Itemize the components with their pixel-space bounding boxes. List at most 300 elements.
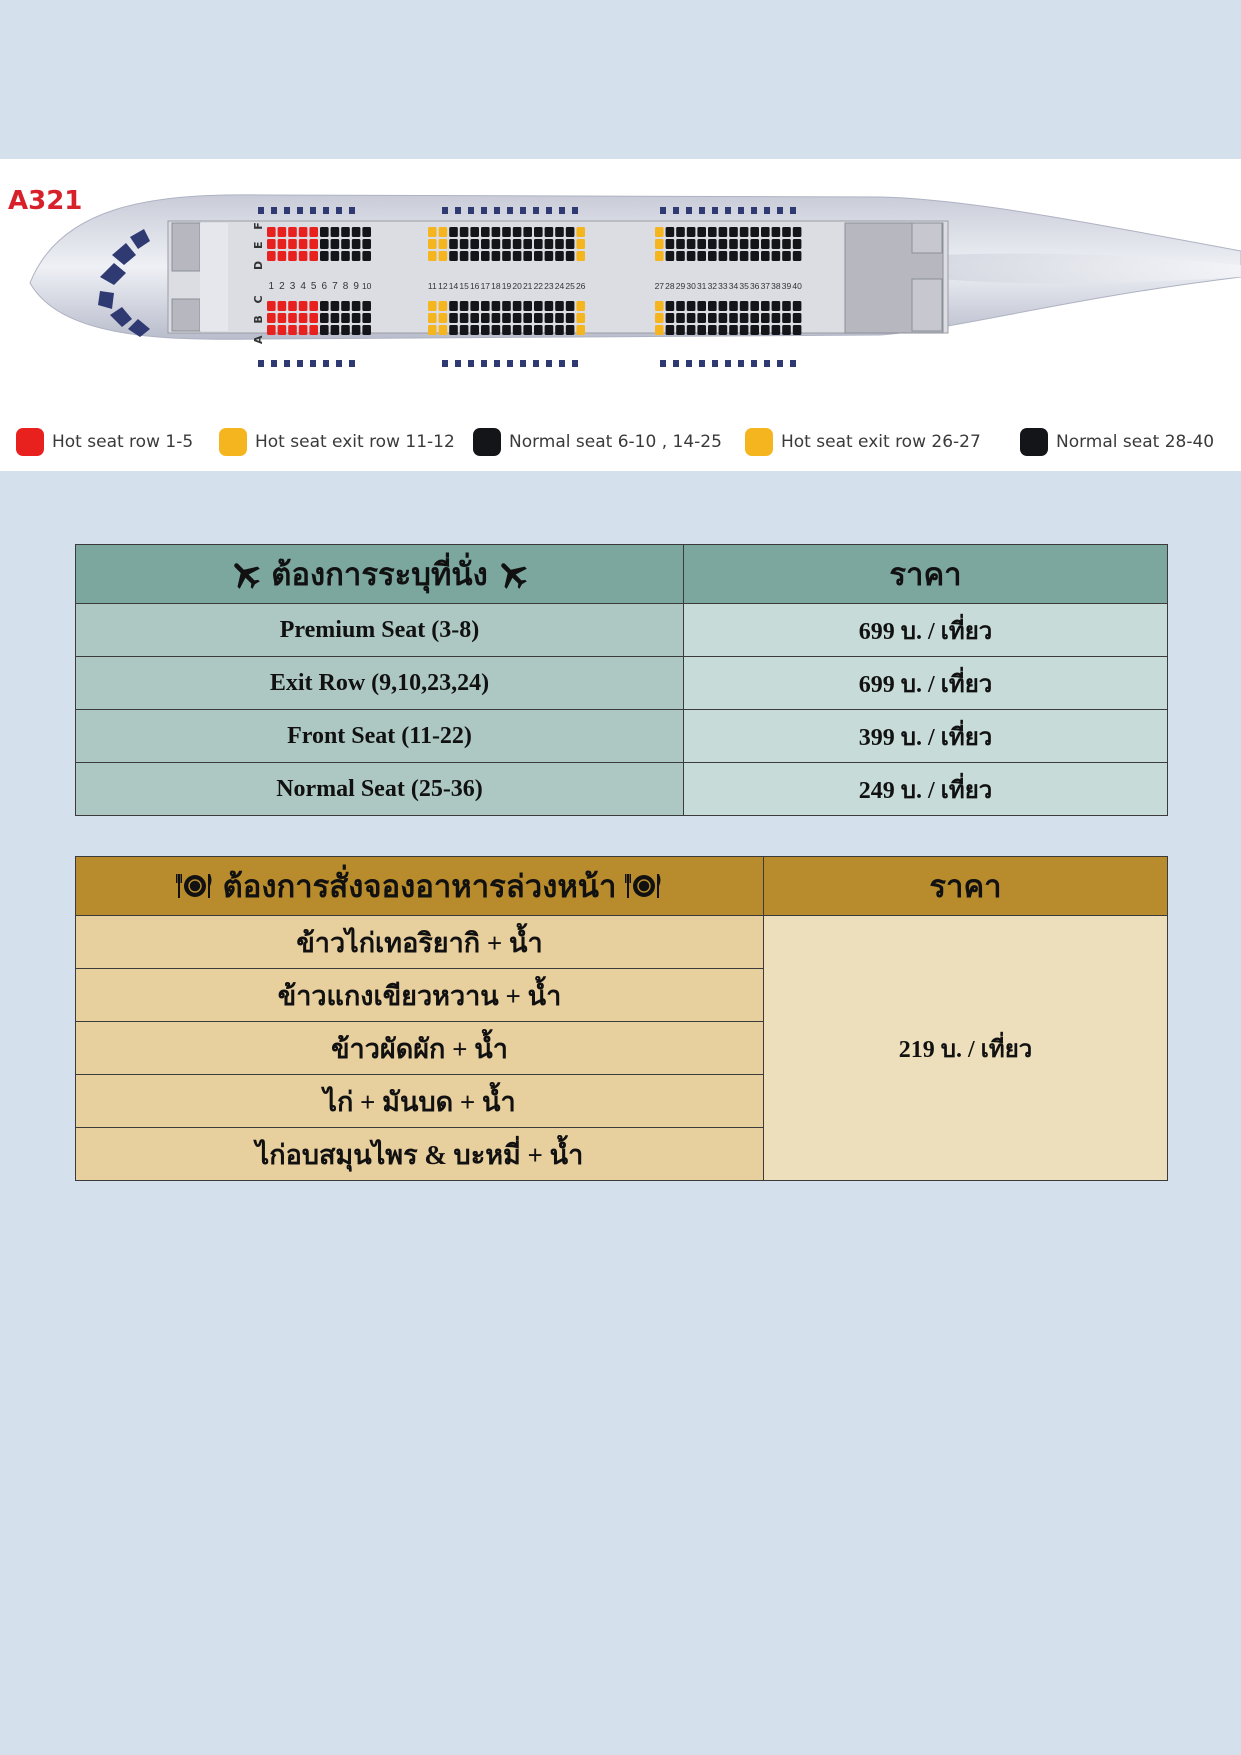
seat-row-21 [523, 239, 532, 249]
seat-row-14 [449, 227, 458, 237]
legend-item-exit-front [219, 429, 455, 455]
seat-row-15 [460, 239, 469, 249]
seat-row-37 [761, 313, 770, 323]
fuselage-window [271, 207, 277, 214]
seat-row-38 [772, 325, 781, 335]
seat-row-21 [523, 301, 532, 311]
seat-row-26 [576, 239, 585, 249]
seat-row-30 [687, 251, 696, 261]
seat-row-16 [470, 301, 479, 311]
legend-item-hot [16, 429, 193, 455]
seat-row-38 [772, 301, 781, 311]
seat-row-6 [320, 313, 329, 323]
seat-row-7 [331, 301, 340, 311]
seat-row-32 [708, 251, 717, 261]
fuselage-window [738, 360, 744, 367]
fuselage-window [297, 360, 303, 367]
fuselage-window [660, 360, 666, 367]
seat-row-36 [750, 251, 759, 261]
fuselage-window [336, 207, 342, 214]
seat-type-cell: Normal Seat (25-36) [76, 763, 684, 816]
fuselage-window [507, 207, 513, 214]
legend-label: Normal seat 28-40 [1056, 432, 1215, 452]
seat-row-10 [362, 325, 371, 335]
fuselage-window [725, 207, 731, 214]
airplane-icon [228, 556, 264, 592]
legend-label: Hot seat exit row 26-27 [781, 432, 981, 452]
seat-row-11 [428, 239, 437, 249]
seat-table-price-header: ราคา [684, 545, 1168, 604]
seat-row-25 [566, 227, 575, 237]
seat-row-32 [708, 325, 717, 335]
fuselage-window [442, 360, 448, 367]
seat-row-31 [697, 251, 706, 261]
fuselage-window [310, 207, 316, 214]
seat-row-30 [687, 227, 696, 237]
seat-row-23 [545, 227, 554, 237]
seat-row-29 [676, 239, 685, 249]
seat-row-37 [761, 227, 770, 237]
row-number-8: 8 [342, 281, 349, 292]
fuselage-window [481, 207, 487, 214]
seat-price-cell: 249 บ. / เที่ยว [684, 763, 1168, 816]
seat-row-17 [481, 301, 490, 311]
row-number-24: 24 [554, 281, 565, 291]
seat-row-8 [341, 313, 350, 323]
table-row [76, 604, 1168, 657]
seat-row-6 [320, 227, 329, 237]
seat-row-26 [576, 227, 585, 237]
fuselage-window [777, 360, 783, 367]
fuselage-window [533, 207, 539, 214]
seat-row-32 [708, 301, 717, 311]
fuselage-window [323, 360, 329, 367]
seat-row-22 [534, 325, 543, 335]
seat-row-19 [502, 251, 511, 261]
seat-row-8 [341, 251, 350, 261]
seat-row-35 [740, 301, 749, 311]
seat-row-7 [331, 239, 340, 249]
row-number-1: 1 [268, 281, 275, 292]
row-number-21: 21 [522, 281, 533, 291]
seat-row-6 [320, 325, 329, 335]
seat-row-33 [719, 325, 728, 335]
seat-row-29 [676, 227, 685, 237]
aircraft-label: A321 [8, 186, 83, 216]
seat-row-7 [331, 227, 340, 237]
seat-row-40 [793, 239, 802, 249]
plate-cutlery-icon [624, 871, 664, 901]
fuselage-window [546, 207, 552, 214]
seat-row-24 [555, 251, 564, 261]
legend-swatch [745, 428, 773, 456]
seat-row-15 [460, 301, 469, 311]
legend-item-exit-rear [745, 429, 981, 455]
seat-row-18 [492, 313, 501, 323]
fuselage-window [546, 360, 552, 367]
seat-row-27 [655, 313, 664, 323]
fuselage-window [323, 207, 329, 214]
seat-row-17 [481, 325, 490, 335]
row-number-30: 30 [686, 281, 696, 291]
seat-row-14 [449, 301, 458, 311]
legend-label: Hot seat row 1-5 [52, 432, 194, 452]
seat-row-40 [793, 251, 802, 261]
seat-row-39 [782, 251, 791, 261]
seat-row-35 [740, 325, 749, 335]
fuselage-window [284, 207, 290, 214]
seat-row-22 [534, 301, 543, 311]
seat-row-37 [761, 325, 770, 335]
seat-row-10 [362, 251, 371, 261]
seat-row-27 [655, 301, 664, 311]
seat-row-21 [523, 227, 532, 237]
seat-row-19 [502, 239, 511, 249]
seat-row-4 [299, 239, 308, 249]
seat-row-26 [576, 251, 585, 261]
seat-row-17 [481, 227, 490, 237]
seat-row-18 [492, 325, 501, 335]
seat-row-36 [750, 325, 759, 335]
seat-row-38 [772, 227, 781, 237]
row-number-34: 34 [728, 281, 739, 291]
seat-row-2 [278, 301, 287, 311]
row-number-20: 20 [512, 281, 522, 291]
seat-row-10 [362, 301, 371, 311]
row-number-3: 3 [289, 281, 296, 292]
seat-row-8 [341, 301, 350, 311]
seat-row-38 [772, 251, 781, 261]
seat-row-15 [460, 227, 469, 237]
fuselage-window [297, 207, 303, 214]
seat-row-2 [278, 325, 287, 335]
row-number-9: 9 [353, 281, 359, 292]
seat-row-12 [439, 313, 448, 323]
fuselage-window [258, 207, 264, 214]
seat-row-27 [655, 227, 664, 237]
seat-row-6 [320, 301, 329, 311]
seat-row-23 [545, 251, 554, 261]
seat-row-27 [655, 325, 664, 335]
seat-row-24 [555, 227, 564, 237]
airplane-icon [495, 556, 531, 592]
row-number-15: 15 [459, 281, 469, 291]
seat-row-4 [299, 251, 308, 261]
seat-row-30 [687, 313, 696, 323]
seat-row-34 [729, 313, 738, 323]
fuselage-window [725, 360, 731, 367]
fuselage-window [764, 207, 770, 214]
legend-swatch [1020, 428, 1048, 456]
seat-row-20 [513, 301, 522, 311]
row-number-22: 22 [533, 281, 544, 291]
seat-row-2 [278, 227, 287, 237]
seat-row-9 [352, 313, 361, 323]
seat-price-cell: 399 บ. / เที่ยว [684, 710, 1168, 763]
seat-row-20 [513, 239, 522, 249]
row-number-28: 28 [665, 281, 675, 291]
seat-row-21 [523, 325, 532, 335]
row-number-39: 39 [781, 281, 792, 291]
fuselage-window [533, 360, 539, 367]
seat-row-25 [566, 325, 575, 335]
seat-row-34 [729, 251, 738, 261]
fuselage-window [751, 207, 757, 214]
row-number-32: 32 [707, 281, 718, 291]
seat-row-33 [719, 251, 728, 261]
seat-row-25 [566, 251, 575, 261]
row-number-27: 27 [654, 281, 665, 291]
seat-row-21 [523, 251, 532, 261]
seat-row-18 [492, 251, 501, 261]
seat-row-11 [428, 325, 437, 335]
plate-cutlery-icon [175, 871, 215, 901]
seat-row-12 [439, 325, 448, 335]
legend-label: Normal seat 6-10 , 14-25 [509, 432, 722, 452]
seat-type-cell: Exit Row (9,10,23,24) [76, 657, 684, 710]
seat-row-38 [772, 239, 781, 249]
seat-row-37 [761, 239, 770, 249]
seat-row-30 [687, 301, 696, 311]
fuselage-window [559, 207, 565, 214]
seat-row-33 [719, 239, 728, 249]
seat-row-38 [772, 313, 781, 323]
seat-row-4 [299, 313, 308, 323]
seat-row-35 [740, 251, 749, 261]
legend-item-normal-rear [1020, 429, 1214, 455]
seat-row-35 [740, 239, 749, 249]
table-row [76, 710, 1168, 763]
seat-row-20 [513, 251, 522, 261]
seat-legend [0, 421, 1241, 461]
seat-row-39 [782, 239, 791, 249]
row-number-4: 4 [300, 281, 306, 292]
seat-row-36 [750, 313, 759, 323]
seat-table-title-cell [76, 545, 684, 604]
seat-row-9 [352, 239, 361, 249]
row-number-17: 17 [480, 281, 491, 291]
seat-row-20 [513, 313, 522, 323]
seat-type-cell: Premium Seat (3-8) [76, 604, 684, 657]
fuselage-window [764, 360, 770, 367]
seat-row-30 [687, 325, 696, 335]
row-letters-lower: A B C [252, 291, 265, 344]
seat-row-12 [439, 301, 448, 311]
seat-row-7 [331, 251, 340, 261]
row-number-19: 19 [501, 281, 512, 291]
seat-row-29 [676, 325, 685, 335]
seat-row-36 [750, 239, 759, 249]
seat-row-35 [740, 227, 749, 237]
seat-row-16 [470, 251, 479, 261]
seat-row-19 [502, 325, 511, 335]
seat-row-34 [729, 239, 738, 249]
seat-row-25 [566, 301, 575, 311]
fuselage-window [572, 360, 578, 367]
fuselage-window [455, 360, 461, 367]
row-number-12: 12 [438, 281, 448, 291]
fuselage-window [790, 360, 796, 367]
fuselage-window [271, 360, 277, 367]
seat-row-17 [481, 251, 490, 261]
seat-row-20 [513, 325, 522, 335]
legend-swatch [219, 428, 247, 456]
seat-row-26 [576, 301, 585, 311]
seat-row-4 [299, 227, 308, 237]
seat-row-37 [761, 301, 770, 311]
seat-row-9 [352, 301, 361, 311]
seat-row-22 [534, 251, 543, 261]
seat-row-16 [470, 239, 479, 249]
seat-row-29 [676, 313, 685, 323]
seat-map-diagram [0, 159, 1241, 421]
seat-row-39 [782, 227, 791, 237]
row-number-2: 2 [279, 281, 285, 292]
seat-row-1 [267, 325, 276, 335]
seat-row-8 [341, 239, 350, 249]
seat-row-25 [566, 313, 575, 323]
seat-row-32 [708, 239, 717, 249]
fuselage-window [712, 207, 718, 214]
seat-row-40 [793, 227, 802, 237]
seat-row-31 [697, 239, 706, 249]
seat-row-9 [352, 251, 361, 261]
seat-row-24 [555, 325, 564, 335]
seat-row-8 [341, 325, 350, 335]
table-header-row [76, 545, 1168, 604]
seat-row-4 [299, 301, 308, 311]
fuselage-window [349, 207, 355, 214]
fuselage-window [572, 207, 578, 214]
seat-row-7 [331, 313, 340, 323]
seat-row-40 [793, 313, 802, 323]
seat-row-19 [502, 313, 511, 323]
fuselage-window [559, 360, 565, 367]
seat-row-1 [267, 313, 276, 323]
seat-row-36 [750, 227, 759, 237]
seat-row-16 [470, 227, 479, 237]
seat-row-3 [288, 239, 297, 249]
fuselage-window [349, 360, 355, 367]
seat-row-33 [719, 227, 728, 237]
seat-row-24 [555, 239, 564, 249]
seat-row-10 [362, 227, 371, 237]
seat-row-27 [655, 251, 664, 261]
seat-type-cell: Front Seat (11-22) [76, 710, 684, 763]
row-number-14: 14 [448, 281, 459, 291]
seat-row-29 [676, 301, 685, 311]
seat-row-23 [545, 325, 554, 335]
fuselage-window [712, 360, 718, 367]
row-number-33: 33 [718, 281, 728, 291]
seat-row-28 [666, 227, 675, 237]
seat-row-14 [449, 325, 458, 335]
fuselage-window [442, 207, 448, 214]
fuselage-window [520, 207, 526, 214]
seat-row-39 [782, 301, 791, 311]
row-letters-upper: D E F [252, 218, 265, 270]
table-header-row [76, 857, 1168, 916]
seat-row-32 [708, 313, 717, 323]
row-number-18: 18 [491, 281, 501, 291]
seat-row-12 [439, 239, 448, 249]
seat-row-23 [545, 239, 554, 249]
seat-row-31 [697, 227, 706, 237]
seat-row-29 [676, 251, 685, 261]
seat-row-3 [288, 325, 297, 335]
fuselage-window [699, 360, 705, 367]
seat-row-23 [545, 301, 554, 311]
fuselage-window [455, 207, 461, 214]
seat-row-1 [267, 227, 276, 237]
meal-table-title-cell [76, 857, 764, 916]
fuselage-window [673, 360, 679, 367]
seat-row-36 [750, 301, 759, 311]
seat-row-28 [666, 239, 675, 249]
fuselage-window [494, 207, 500, 214]
legend-item-normal-front [473, 429, 722, 455]
fuselage-window [481, 360, 487, 367]
seat-row-24 [555, 301, 564, 311]
seat-row-3 [288, 251, 297, 261]
seat-row-28 [666, 313, 675, 323]
seat-row-40 [793, 325, 802, 335]
seat-row-3 [288, 227, 297, 237]
meal-price-cell: 219 บ. / เที่ยว [764, 916, 1168, 1181]
fuselage-window [751, 360, 757, 367]
seat-row-31 [697, 325, 706, 335]
seat-row-30 [687, 239, 696, 249]
seat-row-9 [352, 227, 361, 237]
seat-row-27 [655, 239, 664, 249]
fuselage-window [258, 360, 264, 367]
meal-item-cell: ข้าวผัดผัก + น้ำ [76, 1022, 764, 1075]
row-number-10: 10 [361, 281, 372, 291]
seat-row-1 [267, 239, 276, 249]
seat-row-8 [341, 227, 350, 237]
meal-price-table [75, 856, 1168, 1181]
seat-row-34 [729, 301, 738, 311]
seat-row-16 [470, 325, 479, 335]
seat-row-37 [761, 251, 770, 261]
seat-row-26 [576, 325, 585, 335]
seat-row-31 [697, 313, 706, 323]
seat-row-14 [449, 313, 458, 323]
fuselage-window [660, 207, 666, 214]
seat-row-18 [492, 301, 501, 311]
legend-swatch [16, 428, 44, 456]
seat-row-2 [278, 239, 287, 249]
fuselage-window [336, 360, 342, 367]
seat-row-22 [534, 227, 543, 237]
row-number-35: 35 [739, 281, 749, 291]
seat-row-19 [502, 301, 511, 311]
seat-price-cell: 699 บ. / เที่ยว [684, 604, 1168, 657]
seat-row-5 [309, 325, 318, 335]
seat-row-11 [428, 227, 437, 237]
fuselage-window [310, 360, 316, 367]
seat-row-10 [362, 239, 371, 249]
seat-row-35 [740, 313, 749, 323]
seat-row-11 [428, 251, 437, 261]
row-number-5: 5 [310, 281, 317, 292]
seat-row-28 [666, 301, 675, 311]
row-number-11: 11 [427, 281, 437, 291]
seat-row-39 [782, 325, 791, 335]
seat-row-15 [460, 325, 469, 335]
row-number-40: 40 [792, 281, 802, 291]
seat-row-17 [481, 313, 490, 323]
